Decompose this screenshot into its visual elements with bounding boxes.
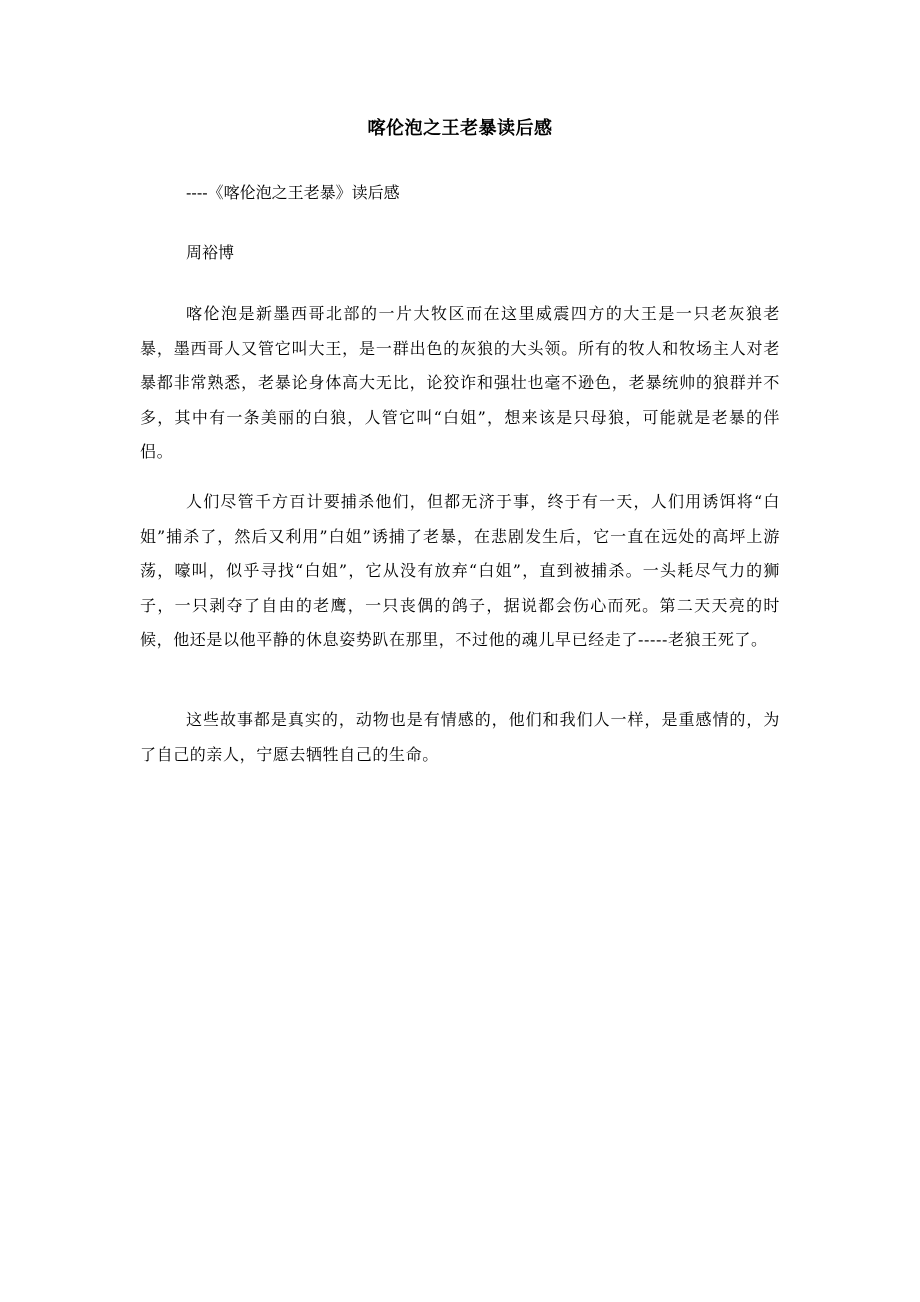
- document-title: 喀伦泡之王老暴读后感: [367, 118, 553, 139]
- author-name: 周裕博: [186, 243, 235, 262]
- paragraph-3: 这些故事都是真实的，动物也是有情感的，他们和我们人一样，是重感情的，为了自己的亲人，宁愿去牺牲自己的生命。: [140, 710, 780, 764]
- paragraph-2: 人们尽管千方百计要捕杀他们，但都无济于事，终于有一天，人们用诱饵将“白姐”捕杀了，然后又利用”白姐”诱捕了老暴，在悲剧发生后，它一直在远处的高坪上游荡，嚎叫，似乎寻找“白姐”，它从没有放弃“白姐”，直到被捕杀。一头耗尽气力的狮子，一只剥夺了自由的老鹰，一只丧偶的鸽子，据说都会伤心而死。第二天天亮的时候，他还是以他平静的休息姿势趴在那里，不过他的魂儿早已经走了-----老狼王死了。: [140, 492, 780, 649]
- document-subtitle: ----《喀伦泡之王老暴》读后感: [186, 183, 400, 202]
- paragraph-1: 喀伦泡是新墨西哥北部的一片大牧区而在这里威震四方的大王是一只老灰狼老暴，墨西哥人又管它叫大王，是一群出色的灰狼的大头领。所有的牧人和牧场主人对老暴都非常熟悉，老暴论身体高大无比，论狡诈和强壮也毫不逊色，老暴统帅的狼群并不多，其中有一条美丽的白狼，人管它叫“白姐”，想来该是只母狼，可能就是老暴的伴侣。: [140, 304, 780, 461]
